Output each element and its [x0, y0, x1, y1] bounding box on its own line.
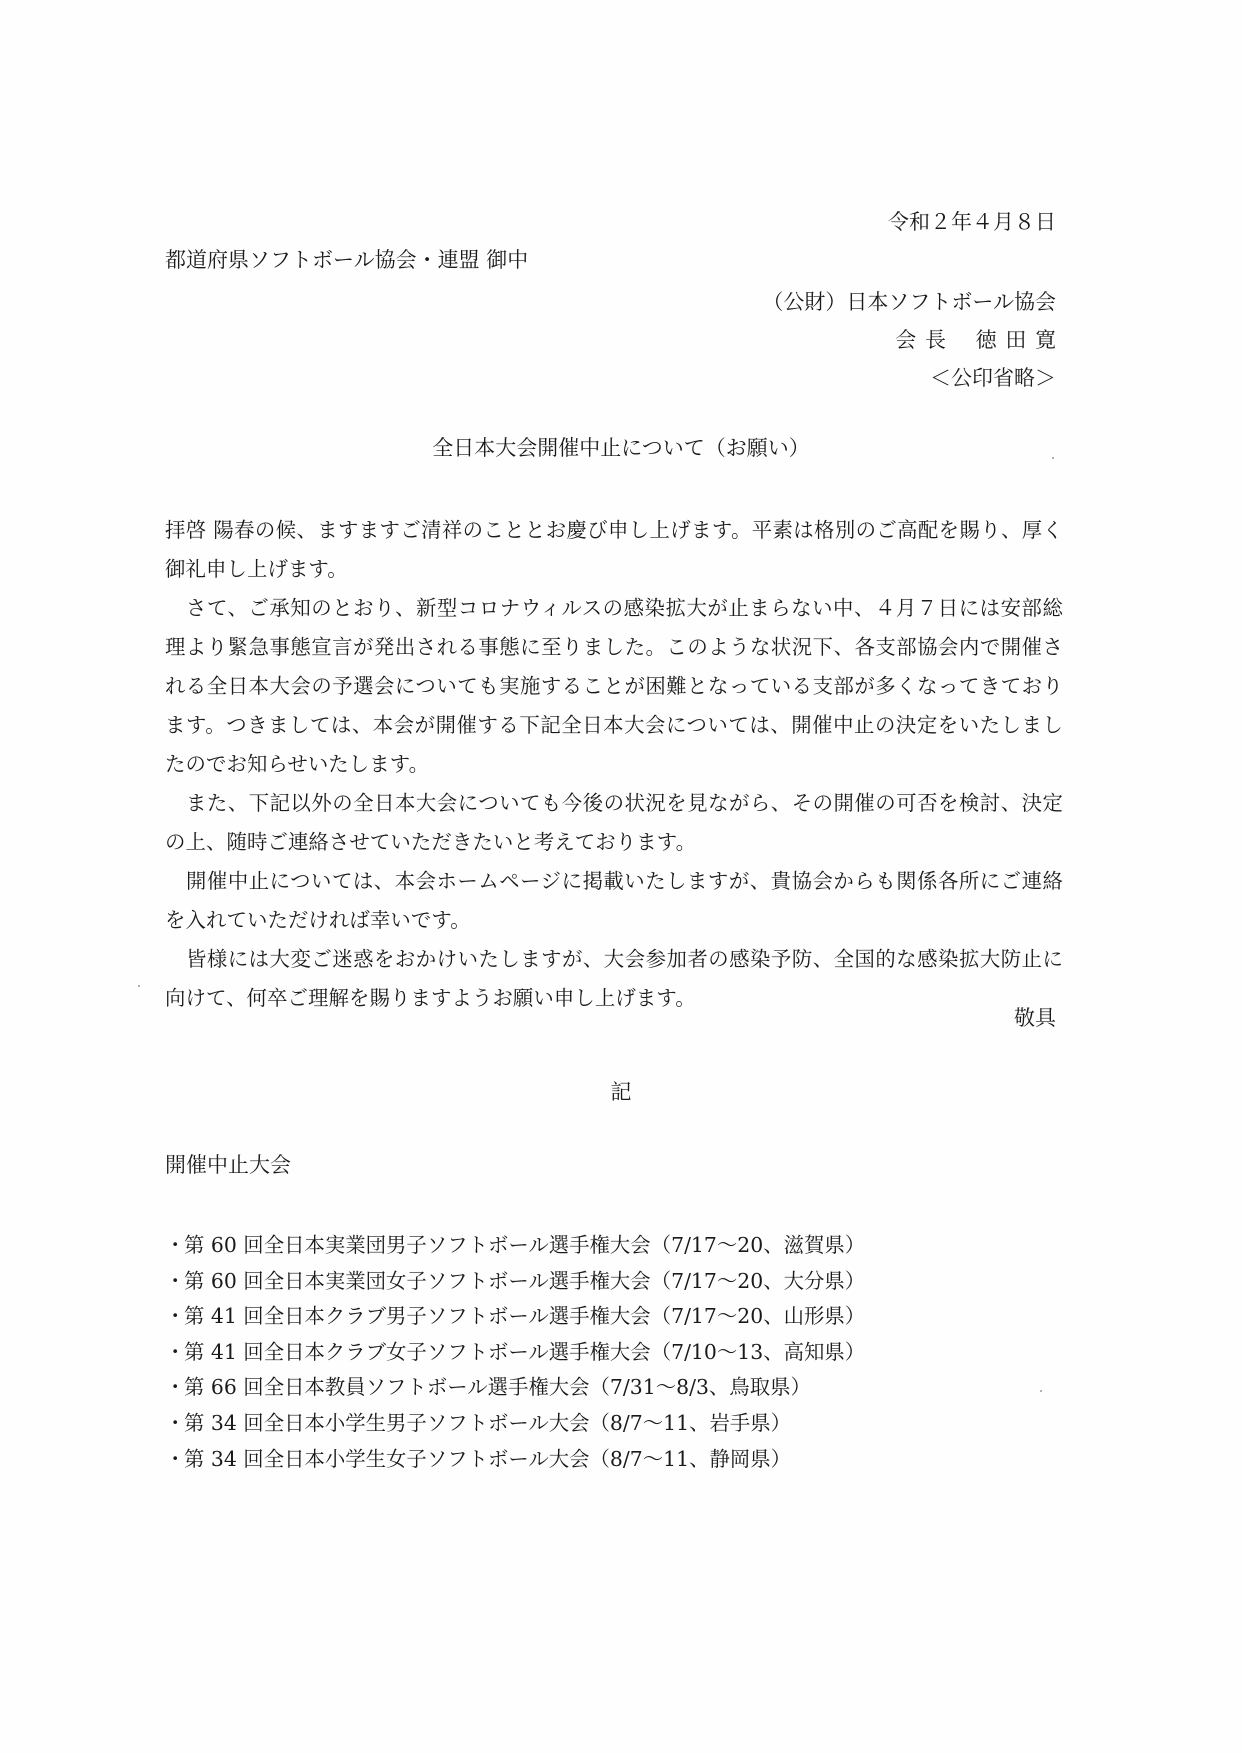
bullet-glyph: ・: [165, 1375, 186, 1400]
ki-marker: 記: [610, 1080, 632, 1104]
bullet-glyph: ・: [165, 1446, 186, 1471]
event-name: 第 34 回全日本小学生女子ソフトボール大会（8/7〜11、静岡県）: [184, 1446, 792, 1471]
list-item: [165, 1228, 865, 1264]
list-item: [165, 1335, 865, 1371]
scan-speck: [1040, 1390, 1042, 1392]
sender-organization: （公財）日本ソフトボール協会: [762, 290, 1056, 314]
list-item: [165, 1406, 865, 1442]
bullet-glyph: ・: [165, 1339, 186, 1364]
body-paragraph: 皆様には大変ご迷惑をおかけいたしますが、大会参加者の感染予防、全国的な感染拡大防止に向けて、何卒ご理解を賜りますようお願い申し上げます。: [165, 947, 1063, 1010]
scan-speck: [1052, 457, 1054, 459]
event-name: 第 60 回全日本実業団男子ソフトボール選手権大会（7/17〜20、滋賀県）: [184, 1233, 866, 1257]
event-name: 第 41 回全日本クラブ男子ソフトボール選手権大会（7/17〜20、山形県）: [184, 1304, 866, 1329]
event-name: 第 41 回全日本クラブ女子ソフトボール選手権大会（7/10〜13、高知県）: [184, 1339, 866, 1364]
letter-body: [165, 511, 1063, 1018]
list-item: [165, 1442, 865, 1478]
bullet-glyph: ・: [165, 1304, 186, 1329]
sender-name: 会 長 徳 田 寛: [895, 328, 1056, 352]
cancelled-events-list: [165, 1228, 865, 1477]
bullet-glyph: ・: [165, 1233, 186, 1257]
subject-heading: 全日本大会開催中止について（お願い）: [432, 436, 810, 460]
scan-speck: [138, 985, 140, 987]
cancelled-list-heading: 開催中止大会: [165, 1153, 291, 1177]
event-name: 第 34 回全日本小学生男子ソフトボール大会（8/7〜11、岩手県）: [184, 1410, 792, 1435]
letter-date: 令和２年４月８日: [888, 210, 1056, 234]
body-paragraph: 拝啓 陽春の候、ますますご清祥のこととお慶び申し上げます。平素は格別のご高配を賜り、厚く御礼申し上げます。: [165, 518, 1063, 581]
closing-salutation: 敬具: [1014, 1006, 1056, 1030]
seal-omitted-note: ＜公印省略＞: [930, 366, 1056, 390]
list-item: [165, 1299, 865, 1335]
list-item: [165, 1370, 865, 1406]
body-paragraph: さて、ご承知のとおり、新型コロナウィルスの感染拡大が止まらない中、４月７日には安部総理より緊急事態宣言が発出される事態に至りました。このような状況下、各支部協会内で開催される全日本大会の予選会についても実施することが困難となっている支部が多くなってきております。つきましては、本会が開催する下記全日本大会については、開催中止の決定をいたしましたのでお知らせいたします。: [165, 596, 1063, 776]
bullet-glyph: ・: [165, 1268, 186, 1293]
bullet-glyph: ・: [165, 1410, 186, 1435]
event-name: 第 60 回全日本実業団女子ソフトボール選手権大会（7/17〜20、大分県）: [184, 1268, 866, 1293]
event-name: 第 66 回全日本教員ソフトボール選手権大会（7/31〜8/3、鳥取県）: [184, 1375, 811, 1400]
body-paragraph: 開催中止については、本会ホームページに掲載いたしますが、貴協会からも関係各所にご連絡を入れていただければ幸いです。: [165, 869, 1063, 932]
recipient: 都道府県ソフトボール協会・連盟 御中: [165, 248, 529, 272]
body-paragraph: また、下記以外の全日本大会についても今後の状況を見ながら、その開催の可否を検討、決定の上、随時ご連絡させていただきたいと考えております。: [165, 791, 1063, 854]
list-item: [165, 1264, 865, 1300]
